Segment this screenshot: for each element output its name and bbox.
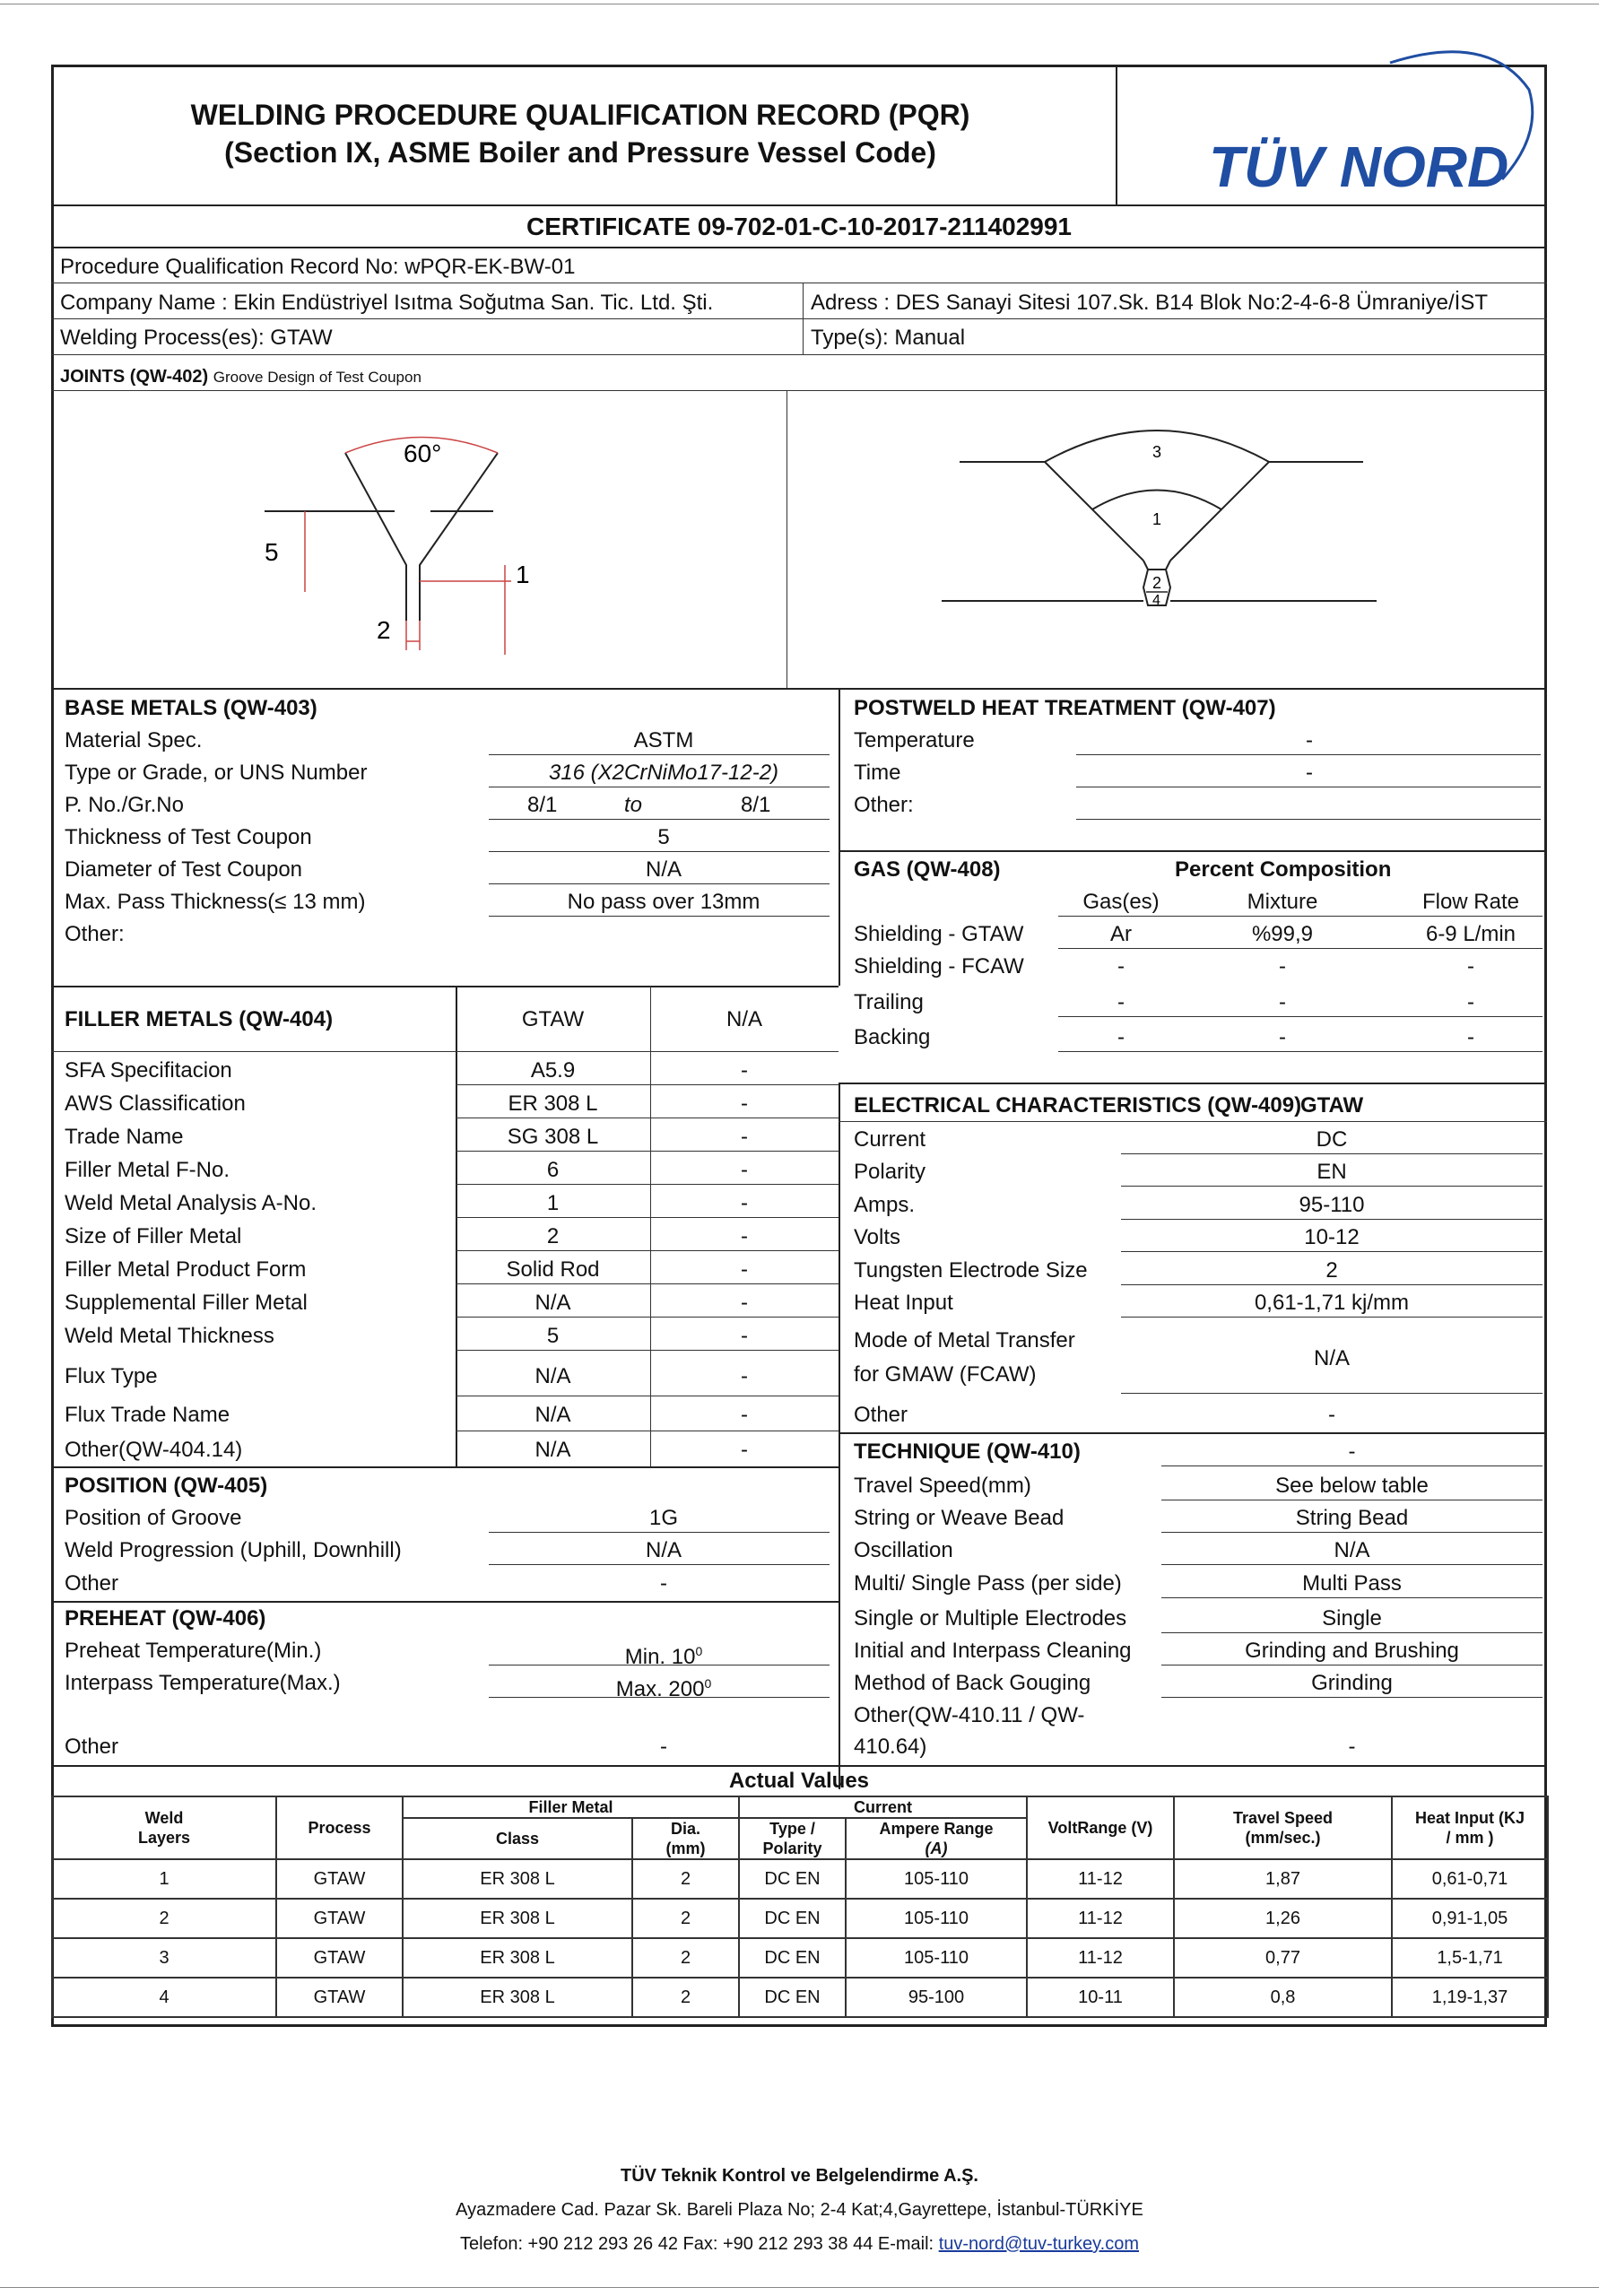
groove-angle-label: 60° bbox=[404, 439, 442, 467]
percent-composition-heading: Percent Composition bbox=[1175, 857, 1392, 882]
amps-label: Amps. bbox=[854, 1193, 916, 1217]
oscillation-value: N/A bbox=[1334, 1538, 1370, 1562]
tungsten-size-label: Tungsten Electrode Size bbox=[854, 1258, 1088, 1283]
filler-row-label: AWS Classification bbox=[65, 1091, 246, 1116]
heat-input-value: 0,61-1,71 kj/mm bbox=[1254, 1291, 1410, 1315]
volt-range-header: VoltRange (V) bbox=[1027, 1796, 1174, 1859]
groove-position-label: Position of Groove bbox=[65, 1506, 242, 1530]
root-gap-label: 2 bbox=[377, 616, 391, 644]
pwht-temperature-value: - bbox=[1306, 728, 1313, 752]
heat-input-header: Heat Input (KJ / mm ) bbox=[1392, 1796, 1548, 1859]
type-polarity-header: Type / Polarity bbox=[739, 1818, 846, 1859]
pwht-time-value: - bbox=[1306, 761, 1313, 785]
filler-row-label: Weld Metal Analysis A-No. bbox=[65, 1191, 317, 1215]
weld-pass-sequence-diagram bbox=[933, 422, 1399, 628]
root-face-label: 1 bbox=[516, 561, 530, 588]
shielding-fcaw-gas: - bbox=[1117, 954, 1125, 978]
bead-value: String Bead bbox=[1295, 1506, 1409, 1530]
back-gouging-value: Grinding bbox=[1311, 1671, 1393, 1695]
electrical-other-label: Other bbox=[854, 1403, 908, 1427]
material-spec-label: Material Spec. bbox=[65, 728, 203, 752]
bead-label: String or Weave Bead bbox=[854, 1506, 1065, 1530]
trailing-gas: - bbox=[1117, 990, 1125, 1014]
trailing-label: Trailing bbox=[854, 990, 924, 1014]
pqr-number: Procedure Qualification Record No: wPQR-EK-BW-01 bbox=[60, 255, 576, 279]
max-pass-label: Max. Pass Thickness(≤ 13 mm) bbox=[65, 890, 366, 914]
backing-label: Backing bbox=[854, 1025, 931, 1049]
base-other-label: Other: bbox=[65, 922, 125, 946]
filler-row-gtaw-value: Solid Rod bbox=[506, 1257, 600, 1282]
max-pass-value: No pass over 13mm bbox=[567, 890, 760, 914]
filler-row-gtaw-value: A5.9 bbox=[530, 1058, 576, 1083]
tungsten-size-value: 2 bbox=[1325, 1258, 1338, 1283]
pass-type-label: Multi/ Single Pass (per side) bbox=[854, 1571, 1122, 1596]
tuv-nord-logo bbox=[1166, 36, 1543, 206]
material-spec-value: ASTM bbox=[633, 728, 694, 752]
current-label: Current bbox=[854, 1127, 926, 1152]
filler-row-na-value: - bbox=[741, 1324, 748, 1348]
electrodes-label: Single or Multiple Electrodes bbox=[854, 1606, 1127, 1631]
shielding-gtaw-flow: 6-9 L/min bbox=[1425, 922, 1516, 946]
company-address: Adress : DES Sanayi Sitesi 107.Sk. B14 Blok No:2-4-6-8 Ümraniye/İST bbox=[811, 291, 1488, 315]
filler-row-na-value: - bbox=[741, 1257, 748, 1282]
filler-row-label: Filler Metal F-No. bbox=[65, 1158, 230, 1182]
filler-row-gtaw-value: 5 bbox=[546, 1324, 560, 1348]
gas-heading: GAS (QW-408) bbox=[854, 857, 1001, 882]
gas-column-header: Gas(es) bbox=[1082, 890, 1160, 914]
company-name: Company Name : Ekin Endüstriyel Isıtma Soğutma San. Tic. Ltd. Şti. bbox=[60, 291, 714, 315]
shielding-gtaw-label: Shielding - GTAW bbox=[854, 922, 1024, 946]
shielding-fcaw-flow: - bbox=[1467, 954, 1474, 978]
current-header: Current bbox=[739, 1796, 1027, 1818]
electrical-process: GTAW bbox=[1300, 1093, 1364, 1118]
pass-2-label: 2 bbox=[1152, 574, 1162, 592]
pwht-heading: POSTWELD HEAT TREATMENT (QW-407) bbox=[854, 696, 1276, 720]
technique-heading: TECHNIQUE (QW-410) bbox=[854, 1439, 1081, 1464]
interpass-max-label: Interpass Temperature(Max.) bbox=[65, 1671, 341, 1695]
technique-other-label-2: 410.64) bbox=[854, 1735, 927, 1759]
diameter-label: Diameter of Test Coupon bbox=[65, 857, 303, 882]
filler-row-label: Weld Metal Thickness bbox=[65, 1324, 274, 1348]
ampere-range-header: Ampere Range (A) bbox=[846, 1818, 1027, 1859]
position-other-label: Other bbox=[65, 1571, 119, 1596]
thickness-label: 5 bbox=[265, 538, 279, 566]
groove-position-value: 1G bbox=[648, 1506, 678, 1530]
volts-label: Volts bbox=[854, 1225, 901, 1249]
diameter-value: N/A bbox=[645, 857, 682, 882]
filler-row-gtaw-value: N/A bbox=[534, 1438, 571, 1462]
current-value: DC bbox=[1316, 1127, 1348, 1152]
filler-row-na-value: - bbox=[741, 1291, 748, 1315]
footer-phone-fax: Telefon: +90 212 293 26 42 Fax: +90 212 293 38 44 E-mail: bbox=[459, 2234, 939, 2254]
backing-flow: - bbox=[1467, 1025, 1474, 1049]
amps-value: 95-110 bbox=[1299, 1193, 1365, 1217]
interpass-max-value: Max. $200^0$ bbox=[615, 1676, 712, 1701]
footer-address: Ayazmadere Cad. Pazar Sk. Bareli Plaza No; 2-4 Kat;4,Gayrettepe, İstanbul-TÜRKİYE bbox=[456, 2200, 1143, 2220]
p-no-label: P. No./Gr.No bbox=[65, 793, 184, 817]
filler-row-gtaw-value: 1 bbox=[546, 1191, 560, 1215]
base-metals-heading: BASE METALS (QW-403) bbox=[65, 696, 317, 720]
polarity-value: EN bbox=[1317, 1160, 1347, 1184]
table-row: 2 GTAW ER 308 L 2 DC EN 105-110 11-12 1,26 0,91-1,05 bbox=[52, 1899, 1548, 1938]
backing-mixture: - bbox=[1279, 1025, 1286, 1049]
metal-transfer-value: N/A bbox=[1313, 1346, 1350, 1370]
grade-value: 316 (X2CrNiMo17-12-2) bbox=[548, 761, 779, 785]
metal-transfer-label-2: for GMAW (FCAW) bbox=[854, 1362, 1037, 1387]
preheat-min-value: Min. $10^0$ bbox=[624, 1644, 703, 1669]
form-title: WELDING PROCEDURE QUALIFICATION RECORD (PQR) bbox=[190, 99, 970, 131]
polarity-label: Polarity bbox=[854, 1160, 926, 1184]
actual-values-table bbox=[51, 1796, 1549, 2018]
position-other-value: - bbox=[660, 1571, 667, 1596]
p-no-value: 8/1 bbox=[741, 793, 771, 817]
header-divider bbox=[1116, 65, 1117, 204]
travel-speed-label: Travel Speed(mm) bbox=[854, 1474, 1031, 1498]
filler-row-label: Size of Filler Metal bbox=[65, 1224, 242, 1248]
filler-row-na-value: - bbox=[741, 1438, 748, 1462]
preheat-min-label: Preheat Temperature(Min.) bbox=[65, 1639, 322, 1663]
travel-speed-value: See below table bbox=[1275, 1474, 1429, 1498]
form-subtitle: (Section IX, ASME Boiler and Pressure Vessel Code) bbox=[224, 136, 936, 169]
pwht-other-label: Other: bbox=[854, 793, 914, 817]
pass-type-value: Multi Pass bbox=[1302, 1571, 1402, 1596]
shielding-fcaw-mixture: - bbox=[1279, 954, 1286, 978]
mixture-column-header: Mixture bbox=[1247, 890, 1318, 914]
filler-row-na-value: - bbox=[741, 1364, 748, 1388]
shielding-fcaw-label: Shielding - FCAW bbox=[854, 954, 1024, 978]
trailing-mixture: - bbox=[1279, 990, 1286, 1014]
preheat-other-label: Other bbox=[65, 1735, 119, 1759]
filler-row-gtaw-value: N/A bbox=[534, 1291, 571, 1315]
actual-values-heading: Actual Values bbox=[728, 1769, 870, 1793]
back-gouging-label: Method of Back Gouging bbox=[854, 1671, 1091, 1695]
pwht-time-label: Time bbox=[854, 761, 901, 785]
filler-row-gtaw-value: N/A bbox=[534, 1403, 571, 1427]
filler-row-na-value: - bbox=[741, 1125, 748, 1149]
electrical-heading: ELECTRICAL CHARACTERISTICS (QW-409) bbox=[854, 1093, 1302, 1118]
filler-row-na-value: - bbox=[741, 1403, 748, 1427]
process-header: Process bbox=[276, 1796, 403, 1859]
weld-progression-label: Weld Progression (Uphill, Downhill) bbox=[65, 1538, 402, 1562]
preheat-heading: PREHEAT (QW-406) bbox=[65, 1606, 266, 1631]
table-row: 1 GTAW ER 308 L 2 DC EN 105-110 11-12 1,87 0,61-0,71 bbox=[52, 1859, 1548, 1899]
pwht-temperature-label: Temperature bbox=[854, 728, 975, 752]
trailing-flow: - bbox=[1467, 990, 1474, 1014]
cleaning-value: Grinding and Brushing bbox=[1245, 1639, 1459, 1663]
shielding-gtaw-mixture: %99,9 bbox=[1251, 922, 1314, 946]
table-row: 3 GTAW ER 308 L 2 DC EN 105-110 11-12 0,77 1,5-1,71 bbox=[52, 1938, 1548, 1978]
filler-row-label: Other(QW-404.14) bbox=[65, 1438, 243, 1462]
page-bottom-rule bbox=[0, 2287, 1599, 2288]
metal-transfer-label-1: Mode of Metal Transfer bbox=[854, 1328, 1075, 1352]
dia-header: Dia. (mm) bbox=[632, 1818, 739, 1859]
filler-row-na-value: - bbox=[741, 1058, 748, 1083]
pass-1-label: 1 bbox=[1152, 510, 1162, 528]
filler-row-label: Supplemental Filler Metal bbox=[65, 1291, 308, 1315]
welding-type: Type(s): Manual bbox=[811, 326, 966, 350]
travel-speed-header: Travel Speed (mm/sec.) bbox=[1174, 1796, 1392, 1859]
filler-row-na-value: - bbox=[741, 1158, 748, 1182]
groove-design-diagram bbox=[233, 430, 610, 673]
welding-process: Welding Process(es): GTAW bbox=[60, 326, 333, 350]
technique-heading-value: - bbox=[1348, 1439, 1356, 1464]
thickness-coupon-label: Thickness of Test Coupon bbox=[65, 825, 312, 849]
position-heading: POSITION (QW-405) bbox=[65, 1474, 268, 1498]
heat-input-label: Heat Input bbox=[854, 1291, 953, 1315]
filler-row-gtaw-value: SG 308 L bbox=[507, 1125, 599, 1149]
certificate-number: CERTIFICATE 09-702-01-C-10-2017-211402991 bbox=[526, 213, 1072, 240]
thickness-coupon-value: 5 bbox=[657, 825, 670, 849]
pass-4-label: 4 bbox=[1152, 593, 1160, 608]
weld-progression-value: N/A bbox=[645, 1538, 682, 1562]
filler-row-label: SFA Specifitacion bbox=[65, 1058, 232, 1083]
filler-metal-header: Filler Metal bbox=[403, 1796, 739, 1818]
filler-row-gtaw-value: 2 bbox=[546, 1224, 560, 1248]
footer-contact bbox=[0, 2231, 1599, 2257]
filler-row-label: Filler Metal Product Form bbox=[65, 1257, 307, 1282]
flow-rate-column-header: Flow Rate bbox=[1421, 890, 1520, 914]
filler-col-gtaw: GTAW bbox=[521, 1007, 585, 1031]
filler-metals-heading: FILLER METALS (QW-404) bbox=[65, 1007, 334, 1031]
filler-row-na-value: - bbox=[741, 1191, 748, 1215]
filler-col-na: N/A bbox=[726, 1007, 762, 1031]
technique-other-value: - bbox=[1348, 1735, 1356, 1759]
oscillation-label: Oscillation bbox=[854, 1538, 953, 1562]
weld-layers-header: Weld Layers bbox=[52, 1796, 276, 1859]
grade-label: Type or Grade, or UNS Number bbox=[65, 761, 368, 785]
pass-3-label: 3 bbox=[1152, 443, 1162, 461]
electrodes-value: Single bbox=[1322, 1606, 1382, 1631]
filler-row-na-value: - bbox=[741, 1224, 748, 1248]
filler-row-label: Trade Name bbox=[65, 1125, 184, 1149]
technique-other-label-1: Other(QW-410.11 / QW- bbox=[854, 1703, 1085, 1727]
footer-email-link[interactable]: tuv-nord@tuv-turkey.com bbox=[938, 2234, 1140, 2254]
class-header: Class bbox=[403, 1818, 632, 1859]
backing-gas: - bbox=[1117, 1025, 1125, 1049]
p-no-to: to bbox=[624, 793, 643, 817]
table-row: 4 GTAW ER 308 L 2 DC EN 95-100 10-11 0,8 1,19-1,37 bbox=[52, 1978, 1548, 2017]
logo-text: TÜV NORD bbox=[1209, 135, 1509, 199]
shielding-gtaw-gas: Ar bbox=[1110, 922, 1132, 946]
electrical-other-value: - bbox=[1328, 1403, 1335, 1427]
filler-row-na-value: - bbox=[741, 1091, 748, 1116]
filler-row-gtaw-value: 6 bbox=[546, 1158, 560, 1182]
cleaning-label: Initial and Interpass Cleaning bbox=[854, 1639, 1132, 1663]
p-no-from: 8/1 bbox=[527, 793, 558, 817]
filler-row-gtaw-value: N/A bbox=[534, 1364, 571, 1388]
joints-heading: JOINTS (QW-402) Groove Design of Test Coupon bbox=[60, 367, 421, 387]
preheat-other-value: - bbox=[660, 1735, 667, 1759]
footer-company: TÜV Teknik Kontrol ve Belgelendirme A.Ş. bbox=[621, 2166, 978, 2186]
volts-value: 10-12 bbox=[1304, 1225, 1360, 1249]
filler-row-label: Flux Type bbox=[65, 1364, 158, 1388]
filler-row-gtaw-value: ER 308 L bbox=[508, 1091, 598, 1116]
filler-row-label: Flux Trade Name bbox=[65, 1403, 230, 1427]
